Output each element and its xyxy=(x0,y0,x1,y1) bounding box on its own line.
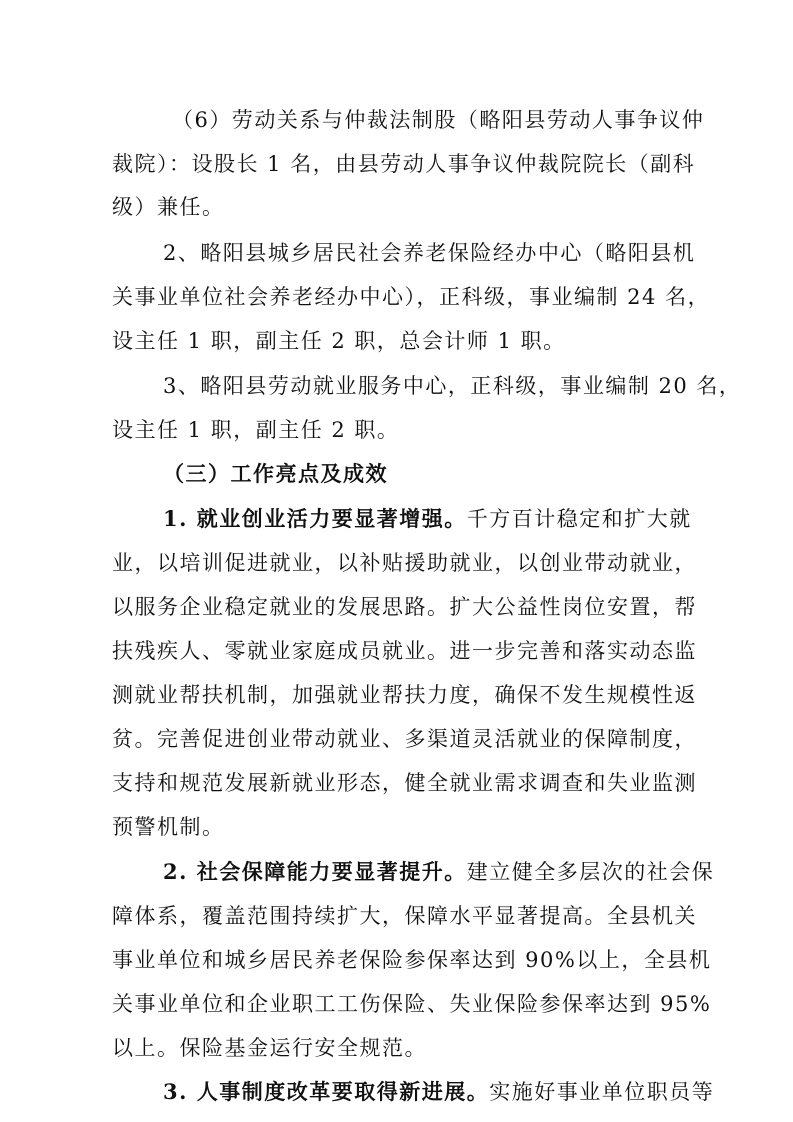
text-line: 预警机制。 xyxy=(112,815,225,839)
section-heading: （三）工作亮点及成效 xyxy=(163,461,388,486)
text-line: 2、略阳县城乡居民社会养老保险经办中心（略阳县机 xyxy=(163,241,696,265)
text-line: 设主任 1 职，副主任 2 职。 xyxy=(112,418,400,442)
text-line: 设主任 1 职，副主任 2 职，总会计师 1 职。 xyxy=(112,329,566,353)
text-line: （6）劳动关系与仲裁法制股（略阳县劳动人事争议仲 xyxy=(172,108,705,132)
paragraph-lead-rest: 建立健全多层次的社会保 xyxy=(466,860,715,884)
text-line: 支持和规范发展新就业形态，健全就业需求调查和失业监测 xyxy=(112,771,697,795)
text-line: 扶残疾人、零就业家庭成员就业。进一步完善和落实动态监 xyxy=(112,639,697,663)
text-line: 以服务企业稳定就业的发展思路。扩大公益性岗位安置，帮 xyxy=(112,595,697,619)
text-line: 关事业单位和企业职工工伤保险、失业保险参保率达到 95% xyxy=(112,992,712,1016)
text-line: 3、略阳县劳动就业服务中心，正科级，事业编制 20 名， xyxy=(163,374,742,398)
text-line: 业，以培训促进就业，以补贴援助就业，以创业带动就业， xyxy=(112,551,697,575)
text-line: 障体系，覆盖范围持续扩大，保障水平显著提高。全县机关 xyxy=(112,904,697,928)
text-line: 关事业单位社会养老经办中心），正科级，事业编制 24 名， xyxy=(112,285,711,309)
paragraph-lead: 1. 就业创业活力要显著增强。 xyxy=(163,506,467,531)
paragraph-lead: 3. 人事制度改革要取得新进展。 xyxy=(163,1079,490,1104)
paragraph-lead-rest: 实施好事业单位职员等 xyxy=(489,1080,715,1104)
paragraph-lead-rest: 千方百计稳定和扩大就 xyxy=(466,507,692,531)
text-line: 以上。保险基金运行安全规范。 xyxy=(112,1036,427,1060)
paragraph-first-line xyxy=(163,858,714,886)
paragraph-lead: 2. 社会保障能力要显著提升。 xyxy=(163,859,467,884)
text-line: 测就业帮扶机制，加强就业帮扶力度，确保不发生规模性返 xyxy=(112,683,697,707)
text-line: 事业单位和城乡居民养老保险参保率达到 90%以上，全县机 xyxy=(112,948,712,972)
text-line: 裁院）：设股长 1 名，由县劳动人事争议仲裁院院长（副科 xyxy=(112,152,696,176)
paragraph-first-line xyxy=(163,505,692,533)
paragraph-first-line xyxy=(163,1078,714,1106)
text-line: 级）兼任。 xyxy=(112,195,225,219)
text-line: 贫。完善促进创业带动就业、多渠道灵活就业的保障制度， xyxy=(112,727,697,751)
